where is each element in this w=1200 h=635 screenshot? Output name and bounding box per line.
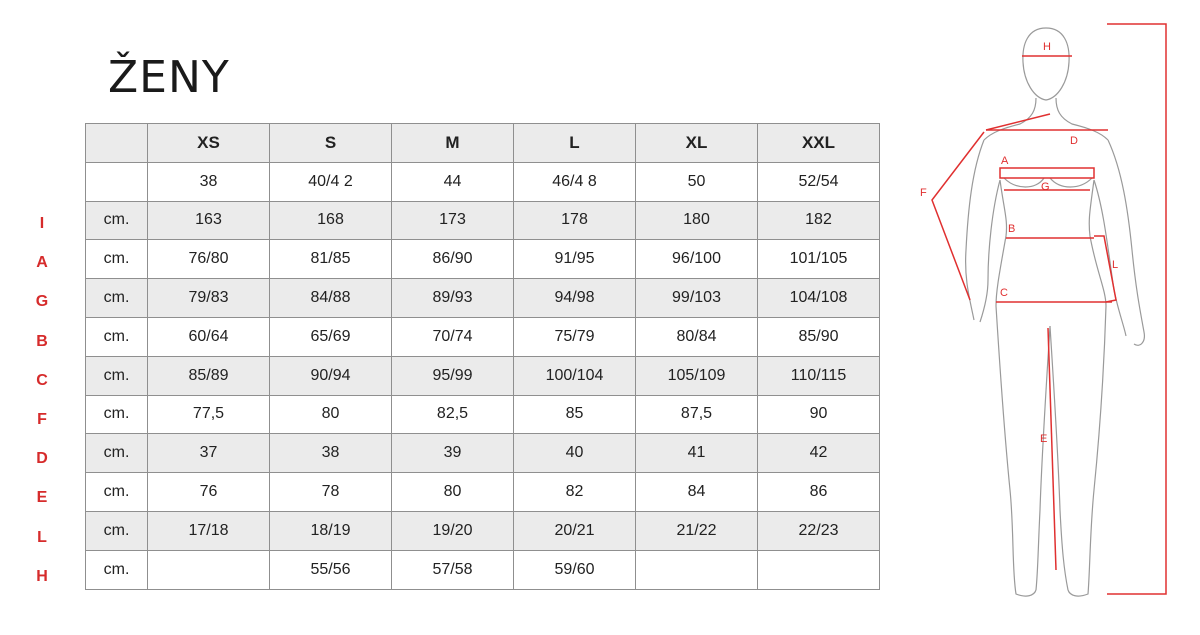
unit-cell: cm. xyxy=(86,473,148,512)
value-cell: 85 xyxy=(514,395,636,434)
unit-cell xyxy=(86,162,148,201)
value-cell: 52/54 xyxy=(758,162,880,201)
header-cell-s: S xyxy=(270,124,392,163)
value-cell xyxy=(636,550,758,589)
value-cell: 40 xyxy=(514,434,636,473)
body-outline xyxy=(966,28,1145,596)
size-table xyxy=(85,123,880,590)
value-cell: 110/115 xyxy=(758,356,880,395)
label-l: L xyxy=(1112,259,1119,271)
page-title: ŽENY xyxy=(108,52,230,103)
table-row-c xyxy=(86,356,880,395)
value-cell: 178 xyxy=(514,201,636,240)
table-row-a xyxy=(86,240,880,279)
value-cell: 80 xyxy=(270,395,392,434)
table-row-l xyxy=(86,511,880,550)
unit-cell: cm. xyxy=(86,511,148,550)
value-cell: 59/60 xyxy=(514,550,636,589)
value-cell: 100/104 xyxy=(514,356,636,395)
label-a: A xyxy=(1001,155,1009,167)
value-cell: 17/18 xyxy=(148,511,270,550)
value-cell: 85/90 xyxy=(758,317,880,356)
value-cell: 57/58 xyxy=(392,550,514,589)
table-row-i xyxy=(86,201,880,240)
row-letter-column xyxy=(32,204,52,596)
unit-cell: cm. xyxy=(86,279,148,318)
value-cell: 75/79 xyxy=(514,317,636,356)
value-cell xyxy=(758,550,880,589)
value-cell: 163 xyxy=(148,201,270,240)
value-cell: 80/84 xyxy=(636,317,758,356)
header-cell-xl: XL xyxy=(636,124,758,163)
row-letter: D xyxy=(36,450,48,468)
value-cell: 81/85 xyxy=(270,240,392,279)
value-cell: 82 xyxy=(514,473,636,512)
label-f: F xyxy=(920,187,927,199)
value-cell: 82,5 xyxy=(392,395,514,434)
value-cell: 94/98 xyxy=(514,279,636,318)
value-cell: 105/109 xyxy=(636,356,758,395)
value-cell: 21/22 xyxy=(636,511,758,550)
value-cell: 39 xyxy=(392,434,514,473)
value-cell: 38 xyxy=(270,434,392,473)
measurement-lines xyxy=(932,24,1166,594)
value-cell: 40/4 2 xyxy=(270,162,392,201)
table-row-eu-size xyxy=(86,162,880,201)
table-row-d xyxy=(86,434,880,473)
value-cell: 20/21 xyxy=(514,511,636,550)
value-cell: 84 xyxy=(636,473,758,512)
value-cell: 37 xyxy=(148,434,270,473)
unit-cell: cm. xyxy=(86,550,148,589)
value-cell: 182 xyxy=(758,201,880,240)
label-c: C xyxy=(1000,287,1008,299)
header-cell-m: M xyxy=(392,124,514,163)
value-cell: 78 xyxy=(270,473,392,512)
value-cell: 173 xyxy=(392,201,514,240)
value-cell: 99/103 xyxy=(636,279,758,318)
value-cell: 86/90 xyxy=(392,240,514,279)
header-cell-l: L xyxy=(514,124,636,163)
label-g: G xyxy=(1041,181,1050,193)
unit-cell: cm. xyxy=(86,356,148,395)
value-cell: 85/89 xyxy=(148,356,270,395)
value-cell: 86 xyxy=(758,473,880,512)
row-letter: A xyxy=(36,254,48,272)
value-cell: 18/19 xyxy=(270,511,392,550)
header-cell-empty xyxy=(86,124,148,163)
label-d: D xyxy=(1070,135,1078,147)
size-table-container xyxy=(85,123,880,590)
value-cell: 46/4 8 xyxy=(514,162,636,201)
row-letter: I xyxy=(39,215,45,232)
unit-cell: cm. xyxy=(86,240,148,279)
value-cell: 96/100 xyxy=(636,240,758,279)
row-letter: G xyxy=(35,293,49,311)
value-cell: 70/74 xyxy=(392,317,514,356)
value-cell: 84/88 xyxy=(270,279,392,318)
row-letter: B xyxy=(36,332,48,350)
value-cell: 60/64 xyxy=(148,317,270,356)
value-cell: 42 xyxy=(758,434,880,473)
value-cell: 44 xyxy=(392,162,514,201)
unit-cell: cm. xyxy=(86,395,148,434)
table-row-f xyxy=(86,395,880,434)
value-cell: 22/23 xyxy=(758,511,880,550)
value-cell: 38 xyxy=(148,162,270,201)
body-measurement-figure xyxy=(900,10,1190,615)
value-cell: 76/80 xyxy=(148,240,270,279)
value-cell: 95/99 xyxy=(392,356,514,395)
measurement-labels xyxy=(920,41,1118,445)
value-cell: 168 xyxy=(270,201,392,240)
header-cell-xxl: XXL xyxy=(758,124,880,163)
value-cell: 77,5 xyxy=(148,395,270,434)
value-cell: 90/94 xyxy=(270,356,392,395)
value-cell: 79/83 xyxy=(148,279,270,318)
row-letter: F xyxy=(37,410,47,428)
label-h: H xyxy=(1043,41,1051,53)
value-cell: 87,5 xyxy=(636,395,758,434)
value-cell: 50 xyxy=(636,162,758,201)
value-cell: 104/108 xyxy=(758,279,880,318)
row-letter: H xyxy=(36,567,48,585)
table-row-b xyxy=(86,317,880,356)
value-cell: 65/69 xyxy=(270,317,392,356)
value-cell: 19/20 xyxy=(392,511,514,550)
value-cell: 90 xyxy=(758,395,880,434)
table-header-row xyxy=(86,124,880,163)
row-letter: L xyxy=(37,528,47,546)
unit-cell: cm. xyxy=(86,317,148,356)
value-cell: 101/105 xyxy=(758,240,880,279)
unit-cell: cm. xyxy=(86,201,148,240)
value-cell: 41 xyxy=(636,434,758,473)
table-row-h xyxy=(86,550,880,589)
unit-cell: cm. xyxy=(86,434,148,473)
body-figure-svg xyxy=(900,10,1190,610)
table-row-g xyxy=(86,279,880,318)
table-row-e xyxy=(86,473,880,512)
value-cell: 180 xyxy=(636,201,758,240)
label-e: E xyxy=(1040,433,1048,445)
row-letter: C xyxy=(36,371,48,389)
value-cell: 80 xyxy=(392,473,514,512)
row-letter: E xyxy=(36,489,48,507)
label-b: B xyxy=(1008,223,1016,235)
value-cell: 89/93 xyxy=(392,279,514,318)
value-cell: 76 xyxy=(148,473,270,512)
value-cell: 91/95 xyxy=(514,240,636,279)
value-cell xyxy=(148,550,270,589)
header-cell-xs: XS xyxy=(148,124,270,163)
value-cell: 55/56 xyxy=(270,550,392,589)
